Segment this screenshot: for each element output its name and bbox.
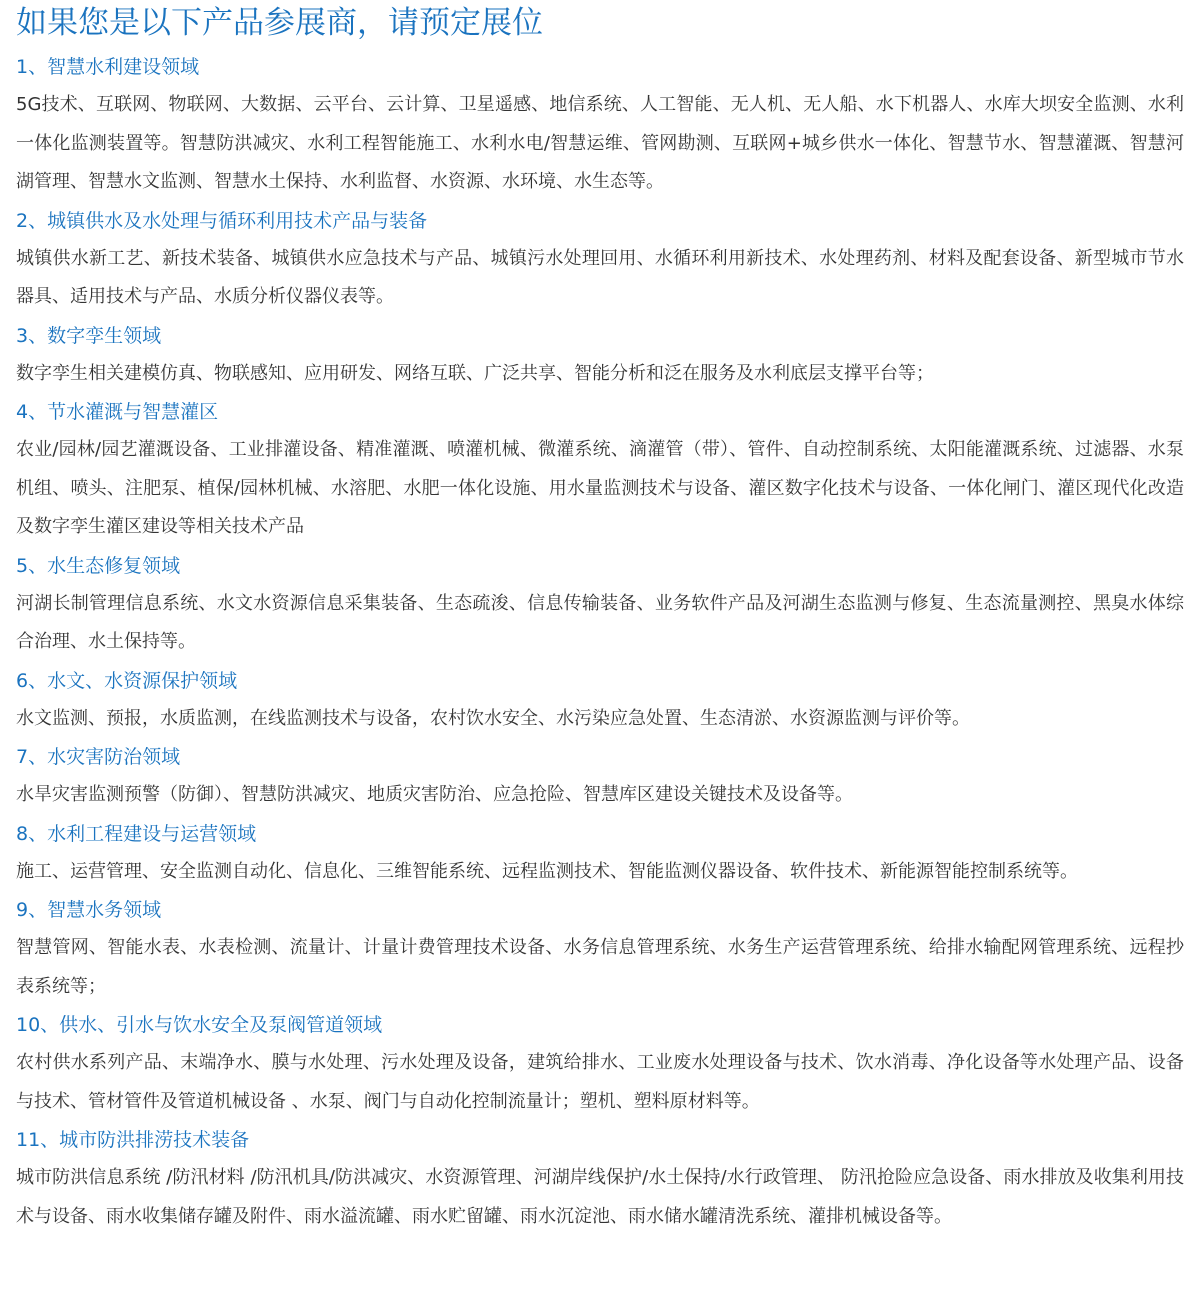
category-heading: 10、供水、引水与饮水安全及泵阀管道领域 xyxy=(16,1014,383,1036)
category-section xyxy=(16,662,1184,739)
category-description: 5G技术、互联网、物联网、大数据、云平台、云计算、卫星遥感、地信系统、人工智能、无人机、无人船、水下机器人、水库大坝安全监测、水利一体化监测装置等。智慧防洪减灾、水利工程智能施工、水利水电/智慧运维、管网勘测、互联网+城乡供水一体化、智慧节水、智慧灌溉、智慧河湖管理、智慧水文监测、智慧水土保持、水利监督、水资源、水环境、水生态等。 xyxy=(16,94,1184,192)
category-description: 施工、运营管理、安全监测自动化、信息化、三维智能系统、远程监测技术、智能监测仪器设备、软件技术、新能源智能控制系统等。 xyxy=(16,860,1078,882)
category-heading: 5、水生态修复领域 xyxy=(16,554,181,577)
sections-list xyxy=(16,48,1184,1236)
category-section xyxy=(16,393,1184,547)
category-description: 数字孪生相关建模仿真、物联感知、应用研发、网络互联、广泛共享、智能分析和泛在服务及水利底层支撑平台等； xyxy=(16,362,934,384)
category-description: 城市防洪信息系统 /防汛材料 /防汛机具/防洪减灾、水资源管理、河湖岸线保护/水土保持/水行政管理、 防汛抢险应急设备、雨水排放及收集利用技术与设备、雨水收集储存罐及附件、雨水溢流罐、雨水贮留罐、雨水沉淀池、雨水储水罐清洗系统、灌排机械设备等。 xyxy=(16,1167,1184,1227)
category-description: 智慧管网、智能水表、水表检测、流量计、计量计费管理技术设备、水务信息管理系统、水务生产运营管理系统、给排水输配网管理系统、远程抄表系统等； xyxy=(16,937,1184,997)
category-section xyxy=(16,815,1184,892)
category-section xyxy=(16,317,1184,394)
category-heading: 2、城镇供水及水处理与循环利用技术产品与装备 xyxy=(16,209,428,232)
category-section xyxy=(16,738,1184,815)
category-section xyxy=(16,1006,1184,1121)
category-section xyxy=(16,202,1184,317)
category-section xyxy=(16,48,1184,202)
category-description: 农村供水系列产品、末端净水、膜与水处理、污水处理及设备，建筑给排水、工业废水处理设备与技术、饮水消毒、净化设备等水处理产品、设备与技术、管材管件及管道机械设备 、水泵、阀门与自动化控制流量计；塑机、塑料原材料等。 xyxy=(16,1052,1184,1112)
category-heading: 9、智慧水务领域 xyxy=(16,899,162,921)
category-heading: 8、水利工程建设与运营领域 xyxy=(16,822,257,845)
category-description: 河湖长制管理信息系统、水文水资源信息采集装备、生态疏浚、信息传输装备、业务软件产品及河湖生态监测与修复、生态流量测控、黑臭水体综合治理、水土保持等。 xyxy=(16,592,1184,652)
category-description: 水文监测、预报，水质监测，在线监测技术与设备，农村饮水安全、水污染应急处置、生态清淤、水资源监测与评价等。 xyxy=(16,707,970,729)
category-description: 农业/园林/园艺灌溉设备、工业排灌设备、精准灌溉、喷灌机械、微灌系统、滴灌管（带）、管件、自动控制系统、太阳能灌溉系统、过滤器、水泵机组、喷头、注肥泵、植保/园林机械、水溶肥、水肥一体化设施、用水量监测技术与设备、灌区数字化技术与设备、一体化闸门、灌区现代化改造及数字孪生灌区建设等相关技术产品 xyxy=(16,439,1184,537)
category-section xyxy=(16,547,1184,662)
page-title: 如果您是以下产品参展商，请预定展位 xyxy=(16,5,543,41)
category-heading: 6、水文、水资源保护领域 xyxy=(16,669,238,692)
category-heading: 11、城市防洪排涝技术装备 xyxy=(16,1129,250,1151)
category-heading: 1、智慧水利建设领域 xyxy=(16,56,200,78)
category-description: 水旱灾害监测预警（防御）、智慧防洪减灾、地质灾害防治、应急抢险、智慧库区建设关键技术及设备等。 xyxy=(16,784,853,805)
category-section xyxy=(16,891,1184,1006)
category-heading: 3、数字孪生领域 xyxy=(16,324,162,347)
category-heading: 7、水灾害防治领域 xyxy=(16,746,181,768)
category-section xyxy=(16,1121,1184,1236)
category-description: 城镇供水新工艺、新技术装备、城镇供水应急技术与产品、城镇污水处理回用、水循环利用新技术、水处理药剂、材料及配套设备、新型城市节水器具、适用技术与产品、水质分析仪器仪表等。 xyxy=(16,247,1184,307)
category-heading: 4、节水灌溉与智慧灌区 xyxy=(16,401,219,423)
